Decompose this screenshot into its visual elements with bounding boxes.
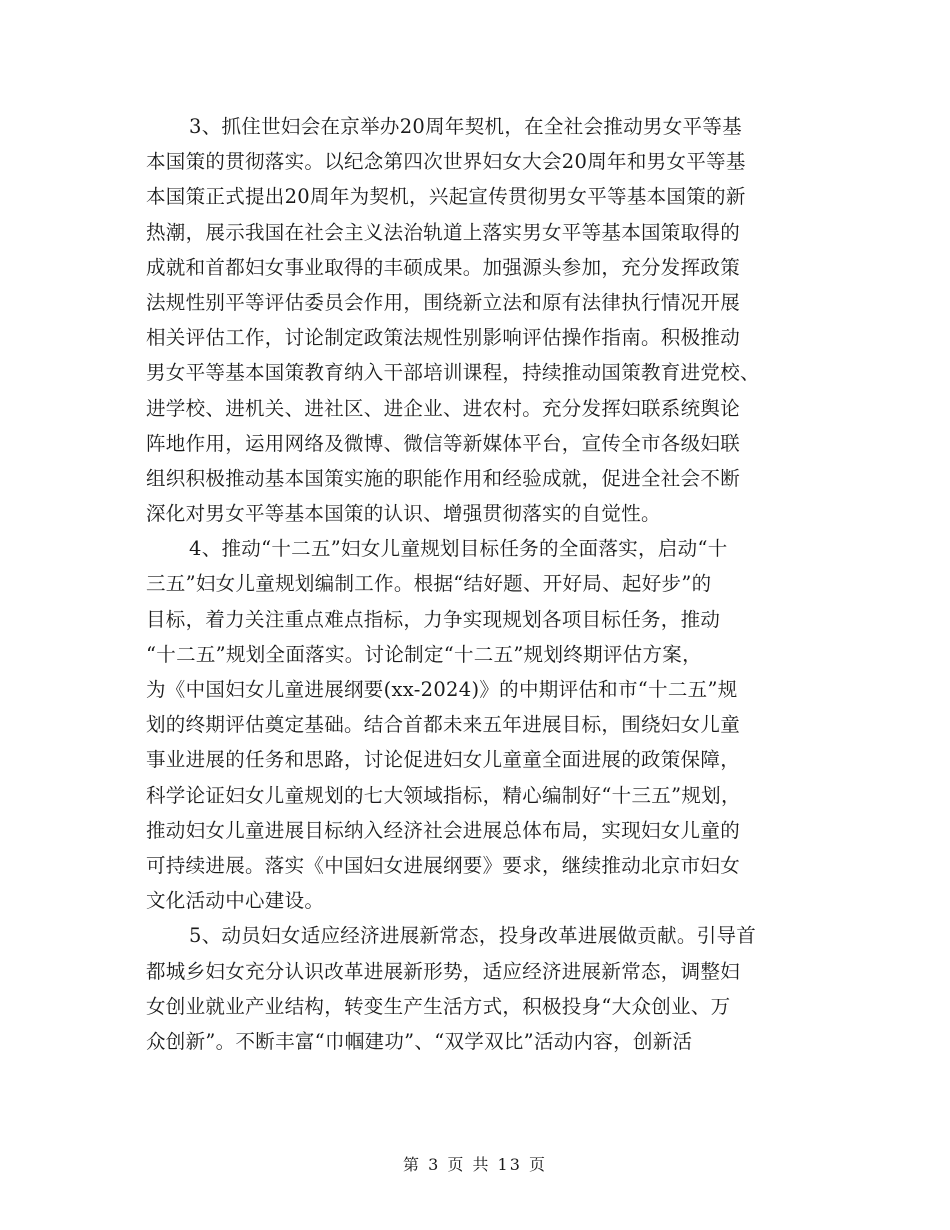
text-line: 4、推动“十二五”妇女儿童规划目标任务的全面落实，启动“十 [189,537,728,561]
text-line: 深化对男女平等基本国策的认识、增强贯彻落实的自觉性。 [146,502,661,526]
text-line: 法规性别平等评估委员会作用，围绕新立法和原有法律执行情况开展 [146,290,741,314]
text-line: 进学校、进机关、进社区、进企业、进农村。充分发挥妇联系统舆论 [146,396,741,420]
text-line: 成就和首都妇女事业取得的丰硕成果。加强源头参加，充分发挥政策 [146,255,741,279]
paragraph-1 [146,109,806,531]
text-line: 男女平等基本国策教育纳入干部培训课程，持续推动国策教育进党校、 [146,361,760,385]
text-line: 女创业就业产业结构，转变生产生活方式，积极投身“大众创业、万 [146,994,731,1018]
text-line: 5、动员妇女适应经济进展新常态，投身改革进展做贡献。引导首 [189,924,757,948]
text-line: 推动妇女儿童进展目标纳入经济社会进展总体布局，实现妇女儿童的 [146,818,741,842]
text-line: “十二五”规划全面落实。讨论制定“十二五”规划终期评估方案， [146,642,702,666]
text-line: 事业进展的任务和思路，讨论促进妇女儿童童全面进展的政策保障， [146,748,741,772]
text-line: 3、抓住世妇会在京举办20周年契机，在全社会推动男女平等基 [189,115,742,138]
text-line: 众创新”。不断丰富“巾帼建功”、“双学双比”活动内容，创新活 [146,1029,693,1053]
text-line: 三五”妇女儿童规划编制工作。根据“结好题、开好局、起好步”的 [146,572,712,596]
paragraph-3 [146,918,806,1059]
text-line: 文化活动中心建设。 [146,889,325,913]
text-line: 可持续进展。落实《中国妇女进展纲要》要求，继续推动北京市妇女 [146,853,741,877]
document-body [146,109,806,1059]
text-line: 阵地作用，运用网络及微博、微信等新媒体平台，宣传全市各级妇联 [146,431,741,455]
text-line: 目标，着力关注重点难点指标，力争实现规划各项目标任务，推动 [146,607,721,631]
text-line: 热潮，展示我国在社会主义法治轨道上落实男女平等基本国策取得的 [146,220,741,244]
text-line: 都城乡妇女充分认识改革进展新形势，适应经济进展新常态，调整妇 [146,959,741,983]
text-line: 划的终期评估奠定基础。结合首都未来五年进展目标，围绕妇女儿童 [146,713,741,737]
text-line: 为《中国妇女儿童进展纲要(xx-2024)》的中期评估和市“十二五”规 [146,678,738,701]
text-line: 科学论证妇女儿童规划的七大领域指标，精心编制好“十三五”规划， [146,783,741,807]
text-line: 本国策正式提出20周年为契机，兴起宣传贯彻男女平等基本国策的新 [146,185,746,209]
page-number: 第 3 页 共 13 页 [403,1155,547,1174]
paragraph-2 [146,531,806,918]
text-line: 相关评估工作，讨论制定政策法规性别影响评估操作指南。积极推动 [146,326,741,350]
text-line: 组织积极推动基本国策实施的职能作用和经验成就，促进全社会不断 [146,466,741,490]
text-line: 本国策的贯彻落实。以纪念第四次世界妇女大会20周年和男女平等基 [146,150,746,174]
